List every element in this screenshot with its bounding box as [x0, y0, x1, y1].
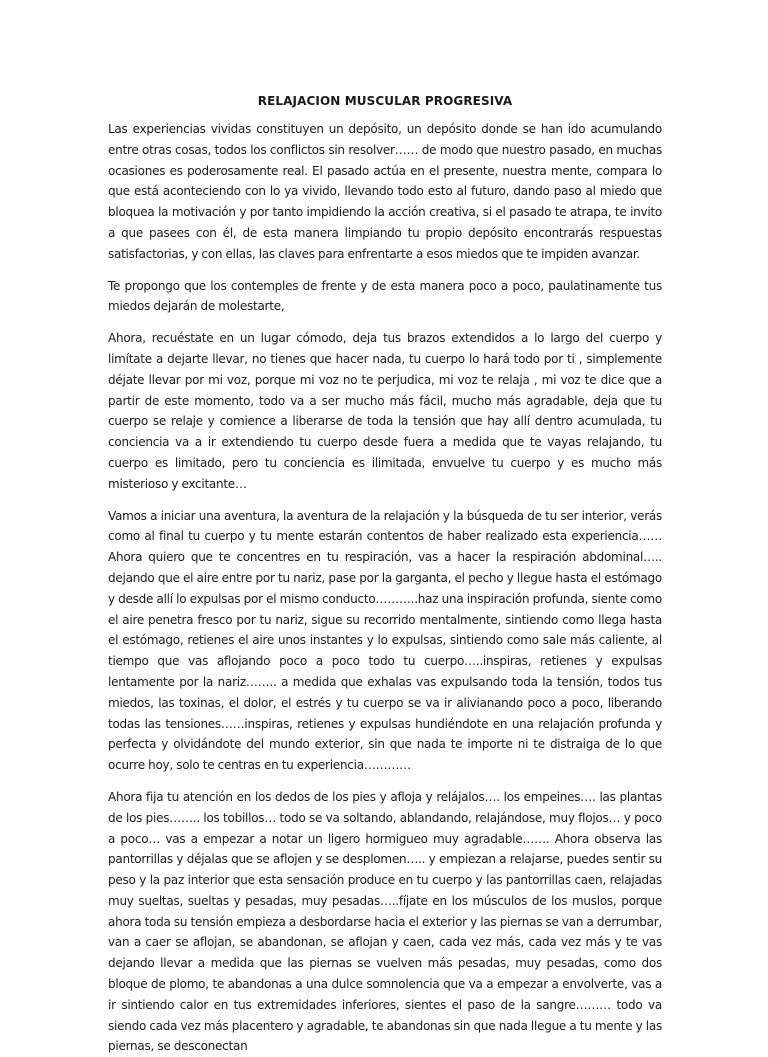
paragraph-breathing: Vamos a iniciar una aventura, la aventura de la relajación y la búsqueda de tu ser interior, verás como al final tu cuerpo y tu mente estarán contentos de haber realizado esta experiencia…… Ahora quiero que te concentres en tu respiración, vas a hacer la respiración abdominal….. dejando que el aire entre por tu nariz, pase por la garganta, el pecho y llegue hasta el estómago y desde allí lo expulsas por el mismo conducto………..haz una inspiración profunda, siente como el aire penetra fresco por tu nariz, sigue su recorrido mentalmente, sintiendo como llega hasta el estómago, retienes el aire unos instantes y lo expulsas, sintiendo como sale más caliente, al tiempo que vas aflojando poco a poco todo tu cuerpo…..inspiras, retienes y expulsas lentamente por la nariz…….. a medida que exhalas vas expulsando toda la tensión, todos tus miedos, las toxinas, el dolor, el estrés y tu cuerpo se va ir alivianando poco a poco, liberando todas las tensiones……inspiras, retienes y expulsas hundiéndote en una relajación profunda y perfecta y olvidándote del mundo exterior, sin que nada te importe ni te distraiga de lo que ocurre hoy, solo te centras en tu experiencia…………: [108, 508, 662, 773]
document-title: RELAJACION MUSCULAR PROGRESIVA: [257, 94, 513, 108]
paragraph-intro: Las experiencias vividas constituyen un depósito, un depósito donde se han ido acumulando entre otras cosas, todos los conflictos sin resolver…… de modo que nuestro pasado, en muchas ocasiones es poderosamente real. El pasado actúa en el presente, nuestra mente, compara lo que está aconteciendo con lo ya vivido, llevando todo esto al futuro, dando paso al miedo que bloquea la motivación y por tanto impidiendo la acción creativa, si el pasado te atrapa, te invito a que pasees con él, de esta manera limpiando tu propio depósito encontrarás respuestas satisfactorias, y con ellas, las claves para enfrentarte a esos miedos que te impiden avanzar.: [108, 122, 662, 261]
paragraph-proposal: Te propongo que los contemples de frente y de esta manera poco a poco, paulatinamente tus miedos dejarán de molestarte,: [108, 278, 662, 314]
paragraph-feet-legs: Ahora fija tu atención en los dedos de los pies y afloja y relájalos…. los empeines…. las plantas de los pies…….. los tobillos… todo se va soltando, ablandando, relajándose, muy flojos… y poco a poco… vas a empezar a notar un ligero hormigueo muy agradable……. Ahora observa las pantorrillas y déjalas que se aflojen y se desplomen….. y empiezan a relajarse, puedes sentir su peso y la paz interior que esta sensación produce en tu cuerpo y las pantorrillas caen, relajadas muy sueltas, sueltas y pesadas, muy pesadas…..fíjate en los músculos de los muslos, porque ahora toda su tensión empieza a desbordarse hacia el exterior y las piernas se van a derrumbar, van a caer se aflojan, se abandonan, se aflojan y caen, cada vez más, cada vez más y te vas dejando llevar a medida que las piernas se vuelven más pesadas, muy pesadas, como dos bloque de plomo, te abandonas a una dulce somnolencia que va a empezar a envolverte, vas a ir sintiendo calor en tus extremidades inferiores, sientes el paso de la sangre……… todo va siendo cada vez más placentero y agradable, te abandonas sin que nada llegue a tu mente y las piernas, se desconectan: [108, 789, 662, 1054]
paragraph-recline: Ahora, recuéstate en un lugar cómodo, deja tus brazos extendidos a lo largo del cuerpo y limítate a dejarte llevar, no tienes que hacer nada, tu cuerpo lo hará todo por ti , simplemente déjate llevar por mi voz, porque mi voz no te perjudica, mi voz te relaja , mi voz te dice que a partir de este momento, todo va a ser mucho más fácil, mucho más agradable, deja que tu cuerpo se relaje y comience a liberarse de toda la tensión que hay allí dentro acumulada, tu conciencia va a ir extendiendo tu cuerpo desde fuera a medida que te vayas relajando, tu cuerpo es limitado, pero tu conciencia es ilimitada, envuelve tu cuerpo y es mucho más misterioso y excitante…: [108, 331, 662, 491]
